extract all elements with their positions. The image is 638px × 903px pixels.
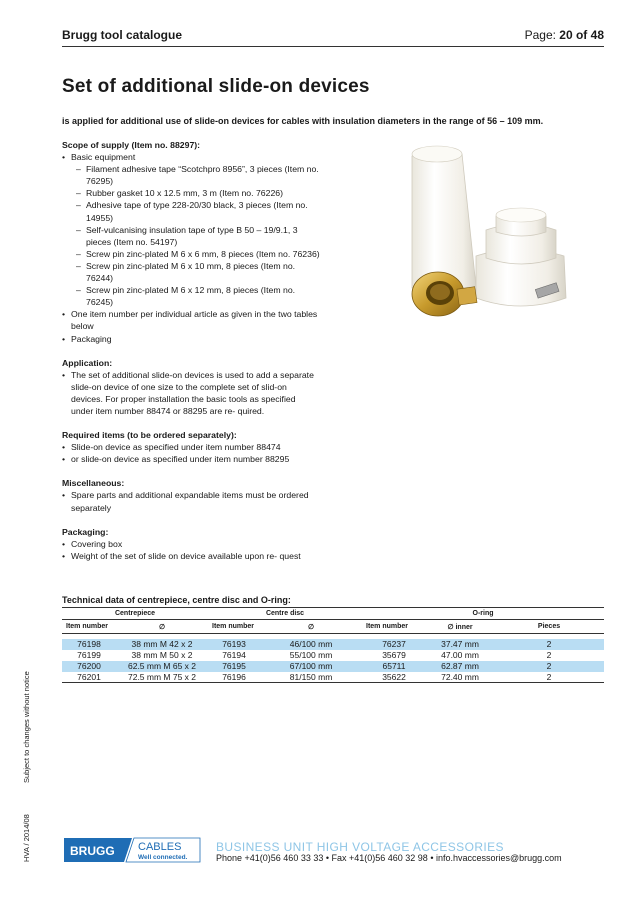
required-item: • Slide-on device as specified under item number 88474 bbox=[62, 441, 320, 453]
col-header: ∅ bbox=[260, 620, 362, 634]
group-o-ring: O-ring bbox=[362, 608, 604, 620]
table-cell: 35622 bbox=[362, 672, 426, 683]
business-unit: BUSINESS UNIT HIGH VOLTAGE ACCESSORIES bbox=[216, 840, 504, 854]
table-cell: 2 bbox=[546, 650, 552, 660]
group-centre-disc: Centre disc bbox=[208, 608, 362, 620]
scope-bullet: • One item number per individual article as given in the two tables below bbox=[62, 308, 320, 332]
table-cell: 76201 bbox=[62, 672, 116, 683]
application-heading: Application: bbox=[62, 357, 113, 368]
logo-tagline: Well connected. bbox=[138, 854, 188, 861]
table-cell: 76196 bbox=[208, 672, 260, 683]
table-title: Technical data of centrepiece, centre disc and O-ring: bbox=[62, 595, 291, 605]
application-text: • The set of additional slide-on devices is used to add a separate slide-on device of one size to the complete set of slid-on devices. For proper installation the basic tools as specified under item number 88474 or 88295 are re- quired. bbox=[62, 369, 320, 417]
contact-line: Phone +41(0)56 460 33 33 • Fax +41(0)56 460 32 98 • info.hvaccessories@brugg.com bbox=[216, 853, 562, 863]
table-cell: 81/150 mm bbox=[260, 672, 362, 683]
scope-item: – Screw pin zinc-plated M 6 x 12 mm, 8 pieces (Item no. 76245) bbox=[62, 284, 320, 308]
col-header: Item number bbox=[362, 620, 426, 634]
misc-heading: Miscellaneous: bbox=[62, 478, 125, 489]
table-cell: 2 bbox=[494, 661, 604, 672]
required-item: • or slide-on device as specified under item number 88295 bbox=[62, 453, 320, 465]
table-cell: 62.5 mm M 65 x 2 bbox=[116, 661, 208, 672]
table-cell: 37.47 mm bbox=[426, 639, 494, 650]
table-cell: 38 mm M 50 x 2 bbox=[131, 650, 193, 660]
table-cell: 65711 bbox=[362, 661, 426, 672]
scope-item: – Screw pin zinc-plated M 6 x 10 mm, 8 pieces (Item no. 76244) bbox=[62, 260, 320, 284]
table-cell: 38 mm M 42 x 2 bbox=[116, 639, 208, 650]
table-row bbox=[62, 672, 604, 683]
table-cell: 76237 bbox=[362, 639, 426, 650]
table-cell: 35679 bbox=[382, 650, 406, 660]
packaging-item: • Covering box bbox=[62, 538, 320, 550]
packaging-item: • Weight of the set of slide on device available upon re- quest bbox=[62, 550, 320, 562]
table-row bbox=[62, 639, 604, 650]
scope-item: – Rubber gasket 10 x 12.5 mm, 3 m (Item no. 76226) bbox=[62, 187, 320, 199]
scope-heading: Scope of supply (Item no. 88297): bbox=[62, 140, 201, 150]
table-cell: 55/100 mm bbox=[289, 650, 333, 660]
scope-item: – Screw pin zinc-plated M 6 x 6 mm, 8 pieces (Item no. 76236) bbox=[62, 248, 320, 260]
misc-text: • Spare parts and additional expandable items must be ordered separately bbox=[62, 489, 320, 513]
catalogue-title: Brugg tool catalogue bbox=[62, 28, 182, 42]
table-cell: 76195 bbox=[208, 661, 260, 672]
page-number: Page: 20 of 48 bbox=[524, 28, 604, 42]
required-heading: Required items (to be ordered separately): bbox=[62, 430, 237, 441]
logo-brand: BRUGG bbox=[70, 844, 115, 858]
col-header: Pieces bbox=[494, 620, 604, 634]
col-header: Item number bbox=[208, 620, 260, 634]
table-cell: 76193 bbox=[208, 639, 260, 650]
table-cell: 76199 bbox=[77, 650, 101, 660]
scope-item: – Self-vulcanising insulation tape of type B 50 – 19/9.1, 3 pieces (Item no. 54197) bbox=[62, 224, 320, 248]
table-cell: 62.87 mm bbox=[426, 661, 494, 672]
col-header: ∅ inner bbox=[426, 620, 494, 634]
table-cell: 2 bbox=[494, 672, 604, 683]
table-cell: 47.00 mm bbox=[441, 650, 479, 660]
group-centrepiece: Centrepiece bbox=[62, 608, 208, 620]
page-header bbox=[62, 28, 604, 46]
table-row bbox=[62, 650, 604, 661]
intro-text: is applied for additional use of slide-on devices for cables with insulation diameters in the range of 56 – 109 mm. bbox=[62, 116, 544, 126]
table-row bbox=[62, 661, 604, 672]
col-header: ∅ bbox=[116, 620, 208, 634]
scope-basic: • Basic equipment bbox=[62, 151, 320, 163]
table-cell: 2 bbox=[494, 639, 604, 650]
technical-data-table bbox=[62, 607, 604, 683]
table-cell: 76194 bbox=[222, 650, 246, 660]
col-header: Item number bbox=[62, 620, 116, 634]
scope-item: – Filament adhesive tape “Scotchpro 8956”, 3 pieces (Item no. 76295) bbox=[62, 163, 320, 187]
side-version: HVA / 2014/08 bbox=[22, 814, 31, 862]
table-cell: 72.40 mm bbox=[426, 672, 494, 683]
logo-cables: CABLES bbox=[138, 841, 182, 853]
table-cell: 76198 bbox=[62, 639, 116, 650]
table-cell: 67/100 mm bbox=[260, 661, 362, 672]
table-cell: 76200 bbox=[62, 661, 116, 672]
packaging-heading: Packaging: bbox=[62, 526, 109, 537]
brugg-cables-logo bbox=[62, 836, 202, 864]
table-cell: 72.5 mm M 75 x 2 bbox=[116, 672, 208, 683]
product-photo bbox=[400, 138, 580, 338]
table-cell: 46/100 mm bbox=[260, 639, 362, 650]
side-notice: Subject to changes without notice bbox=[22, 671, 31, 783]
scope-bullet: • Packaging bbox=[62, 333, 320, 345]
scope-item: – Adhesive tape of type 228-20/30 black, 3 pieces (Item no. 14955) bbox=[62, 199, 320, 223]
left-column bbox=[62, 139, 320, 562]
header-divider bbox=[62, 46, 604, 47]
page-title: Set of additional slide-on devices bbox=[62, 76, 370, 97]
